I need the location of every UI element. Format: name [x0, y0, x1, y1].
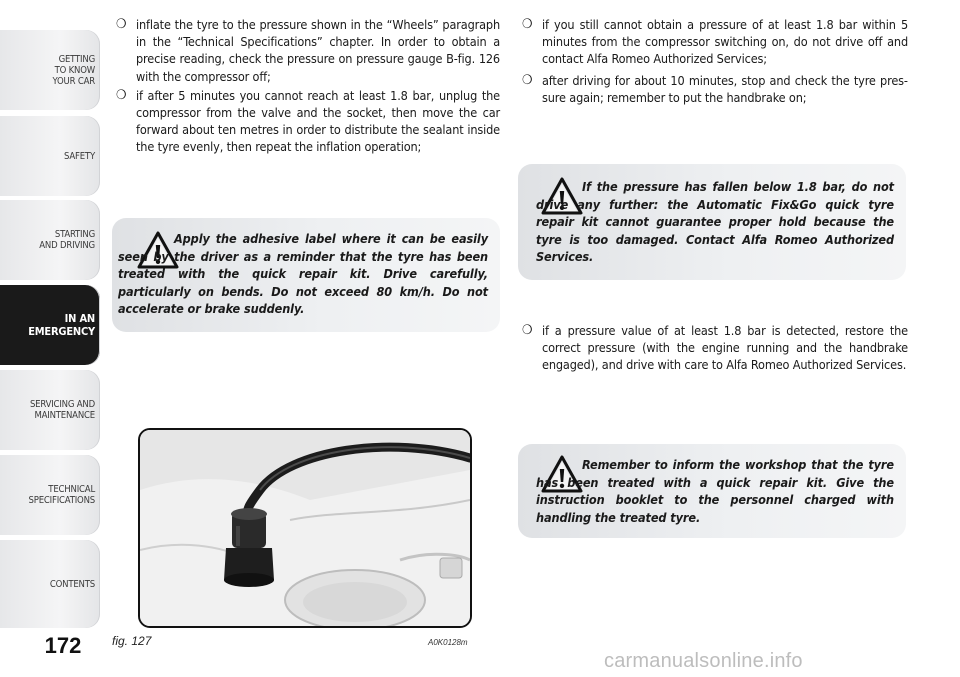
tab-in-an-emergency[interactable]: IN AN EMERGENCY — [0, 285, 100, 365]
figure-code: A0K0128m — [428, 638, 468, 647]
right-column-text-middle — [522, 322, 908, 374]
list-item: ❍ if after 5 minutes you cannot reach at least 1.8 bar, unplug the compressor from the valve and the socket, then move the car forward about ten metres in order to distribute the sealant inside the tyre evenly, then repeat the inflation operation; — [116, 87, 500, 155]
bullet-icon: ❍ — [522, 323, 533, 338]
warning-text: Apply the adhesive label where it can be easily seen by the driver as a reminder that the tyre has been treated with the quick repair kit. Drive carefully, particularly on bends. Do not exceed 80 km/h. Do not accelerate or brake suddenly. — [118, 231, 488, 316]
left-column-text — [116, 16, 500, 156]
tab-technical-specifications[interactable]: TECHNICAL SPECIFICATIONS — [0, 455, 100, 535]
warning-box-workshop — [518, 444, 906, 538]
tab-starting-driving[interactable]: STARTING AND DRIVING — [0, 200, 100, 280]
right-column-text-top — [522, 16, 908, 106]
list-item: ❍ if you still cannot obtain a pressure of at least 1.8 bar within 5 minutes from the compressor switching on, do not drive off and contact Alfa Romeo Authorized Services; — [522, 17, 908, 67]
tab-safety[interactable]: SAFETY — [0, 116, 100, 196]
list-item: ❍ inflate the tyre to the pressure shown in the “Wheels” paragraph in the “Technical Specifications” chapter. In order to obtain a precise reading, check the pressure on pressure gauge B-fig. 126 with the compressor off; — [116, 17, 500, 84]
list-item: ❍ after driving for about 10 minutes, stop and check the tyre pressure again; remember to put the handbrake on; — [522, 72, 908, 105]
warning-box-pressure — [518, 164, 906, 280]
tab-servicing-maintenance[interactable]: SERVICING AND MAINTENANCE — [0, 370, 100, 450]
compressor-plug-illustration — [140, 430, 470, 626]
watermark: carmanualsonline.info — [604, 650, 803, 672]
figure-127 — [138, 428, 472, 628]
tab-contents[interactable]: CONTENTS — [0, 540, 100, 628]
warning-text: Remember to inform the workshop that the tyre has been treated with a quick repair kit. Give the instruction booklet to the personnel charged with handling the treated tyre. — [536, 457, 894, 525]
tab-getting-to-know[interactable]: GETTING TO KNOW YOUR CAR — [0, 30, 100, 110]
page-number: 172 — [44, 633, 82, 658]
bullet-icon: ❍ — [522, 72, 533, 88]
list-item: ❍ if a pressure value of at least 1.8 bar is detected, restore the correct pressure (with the engine running and the handbrake engaged), and drive with care to Alfa Romeo Authorized Services. — [522, 323, 908, 373]
bullet-icon: ❍ — [116, 87, 127, 103]
chapter-tabs — [0, 0, 100, 640]
bullet-icon: ❍ — [116, 17, 127, 32]
figure-caption: fig. 127 — [112, 634, 152, 648]
warning-text: If the pressure has fallen below 1.8 bar, do not drive any further: the Automatic Fix&Go quick tyre repair kit cannot guarantee proper hold because the tyre is too damaged. Contact Alfa Romeo Authorized Services. — [536, 179, 894, 264]
warning-box-label — [112, 218, 500, 332]
bullet-icon: ❍ — [522, 17, 533, 32]
